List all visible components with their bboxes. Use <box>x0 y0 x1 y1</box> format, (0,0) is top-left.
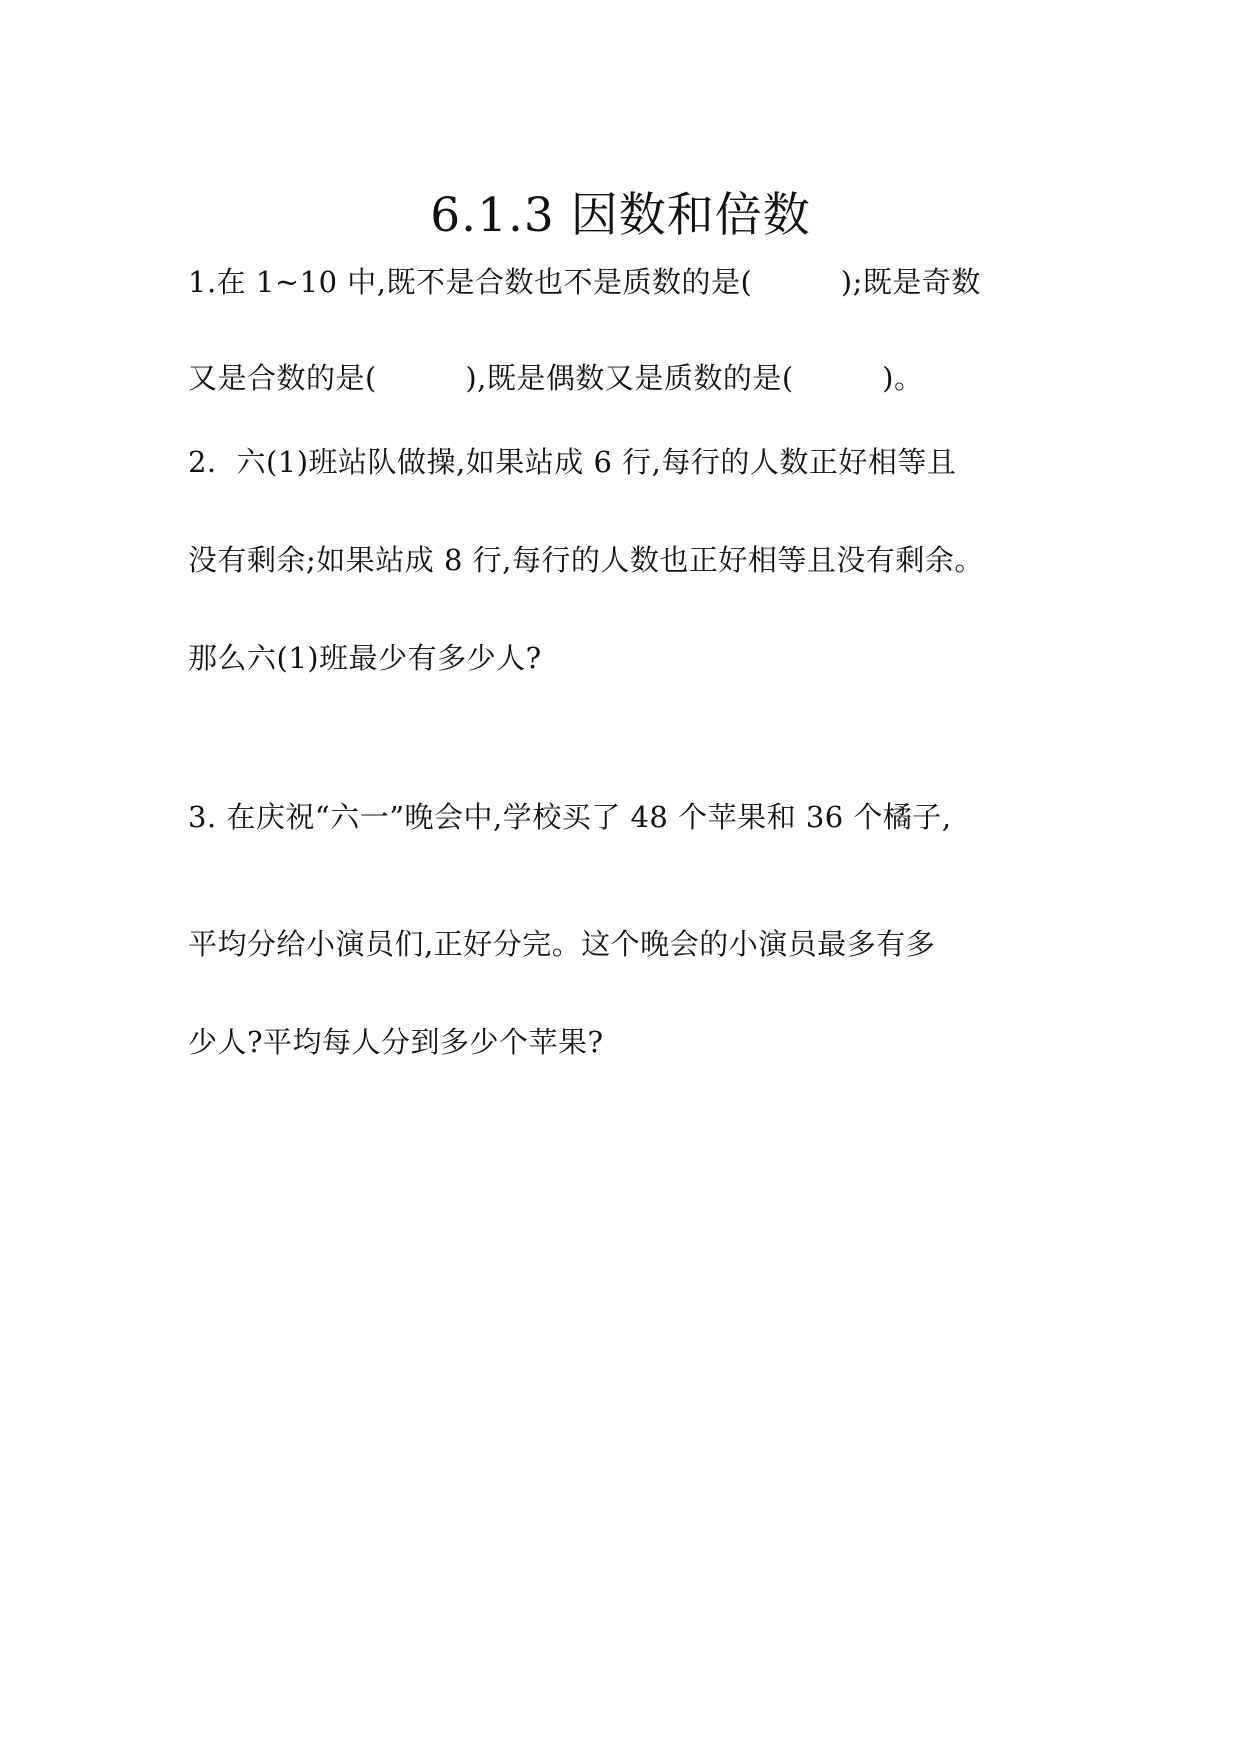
question-3-line-2: 平均分给小演员们,正好分完。这个晚会的小演员最多有多 <box>188 927 936 961</box>
question-2-line-3: 那么六(1)班最少有多少人? <box>188 641 542 675</box>
question-3-line-1: 3. 在庆祝“六一”晚会中,学校买了 48 个苹果和 36 个橘子, <box>188 800 952 834</box>
question-1-line-1: 1.在 1~10 中,既不是合数也不是质数的是( );既是奇数 <box>188 265 981 299</box>
page-title: 6.1.3 因数和倍数 <box>430 188 811 243</box>
question-2-line-1: 2．六(1)班站队做操,如果站成 6 行,每行的人数正好相等且 <box>188 445 957 479</box>
question-2-line-2: 没有剩余;如果站成 8 行,每行的人数也正好相等且没有剩余。 <box>188 543 984 577</box>
question-3-line-3: 少人?平均每人分到多少个苹果? <box>188 1025 604 1059</box>
question-1-line-2: 又是合数的是( ),既是偶数又是质数的是( )。 <box>188 361 924 395</box>
